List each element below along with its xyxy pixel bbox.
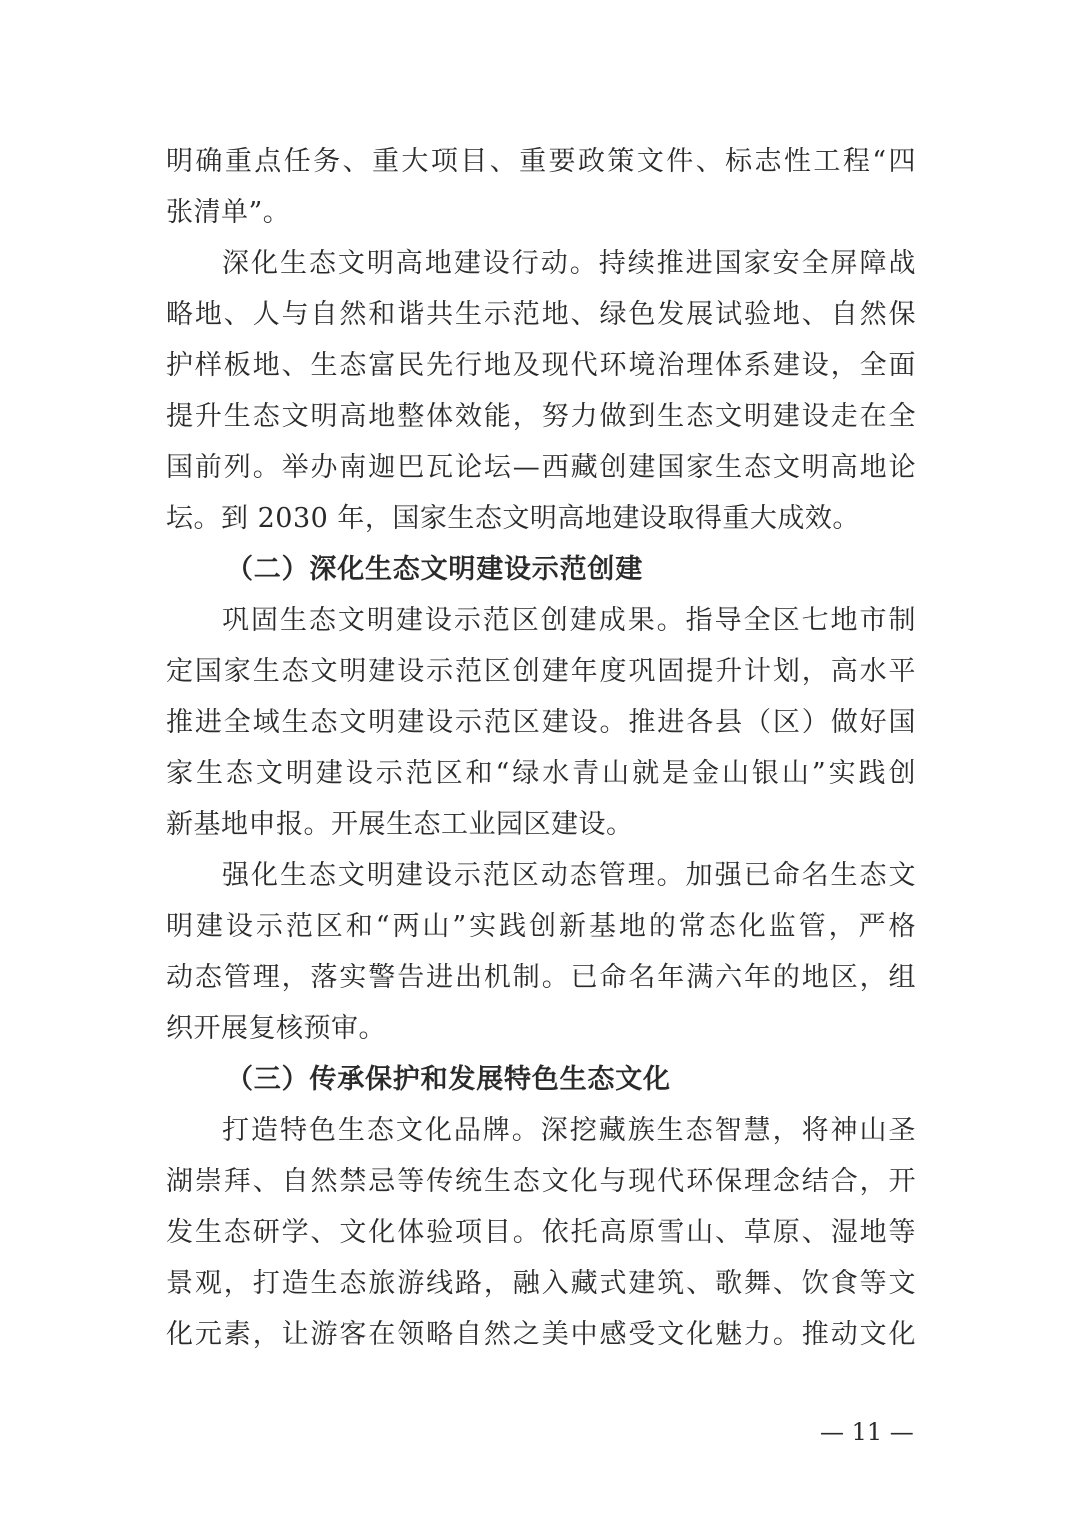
section-heading: （三）传承保护和发展特色生态文化 xyxy=(226,1064,671,1095)
paragraph-first-line: 打造特色生态文化品牌。深挖藏族生态智慧，将神山圣 xyxy=(222,1115,916,1146)
section-heading: （二）深化生态文明建设示范创建 xyxy=(226,554,643,585)
text-line: 推进全域生态文明建设示范区建设。推进各县（区）做好国 xyxy=(166,707,916,738)
text-line: 动态管理，落实警告进出机制。已命名年满六年的地区，组 xyxy=(166,962,916,993)
text-line: 明确重点任务、重大项目、重要政策文件、标志性工程“四 xyxy=(166,146,916,177)
text-line: 提升生态文明高地整体效能，努力做到生态文明建设走在全 xyxy=(166,401,916,432)
text-line: 坛。到 2030 年，国家生态文明高地建设取得重大成效。 xyxy=(166,503,860,534)
paragraph-first-line: 深化生态文明高地建设行动。持续推进国家安全屏障战 xyxy=(222,248,916,279)
text-line: 湖崇拜、自然禁忌等传统生态文化与现代环保理念结合，开 xyxy=(166,1166,916,1197)
text-line: 家生态文明建设示范区和“绿水青山就是金山银山”实践创 xyxy=(166,758,916,789)
page-number: — 11 — xyxy=(820,1418,914,1446)
text-line: 护样板地、生态富民先行地及现代环境治理体系建设，全面 xyxy=(166,350,916,381)
text-line: 景观，打造生态旅游线路，融入藏式建筑、歌舞、饮食等文 xyxy=(166,1268,916,1299)
paragraph-first-line: 巩固生态文明建设示范区创建成果。指导全区七地市制 xyxy=(222,605,916,636)
text-line: 明建设示范区和“两山”实践创新基地的常态化监管，严格 xyxy=(166,911,916,942)
text-line: 张清单”。 xyxy=(166,197,291,228)
text-line: 定国家生态文明建设示范区创建年度巩固提升计划，高水平 xyxy=(166,656,916,687)
text-line: 新基地申报。开展生态工业园区建设。 xyxy=(166,809,634,840)
paragraph-first-line: 强化生态文明建设示范区动态管理。加强已命名生态文 xyxy=(222,860,916,891)
text-line: 织开展复核预审。 xyxy=(166,1013,386,1044)
text-line: 化元素，让游客在领略自然之美中感受文化魅力。推动文化 xyxy=(166,1319,916,1350)
text-line: 国前列。举办南迦巴瓦论坛—西藏创建国家生态文明高地论 xyxy=(166,452,916,483)
text-line: 略地、人与自然和谐共生示范地、绿色发展试验地、自然保 xyxy=(166,299,916,330)
text-line: 发生态研学、文化体验项目。依托高原雪山、草原、湿地等 xyxy=(166,1217,916,1248)
